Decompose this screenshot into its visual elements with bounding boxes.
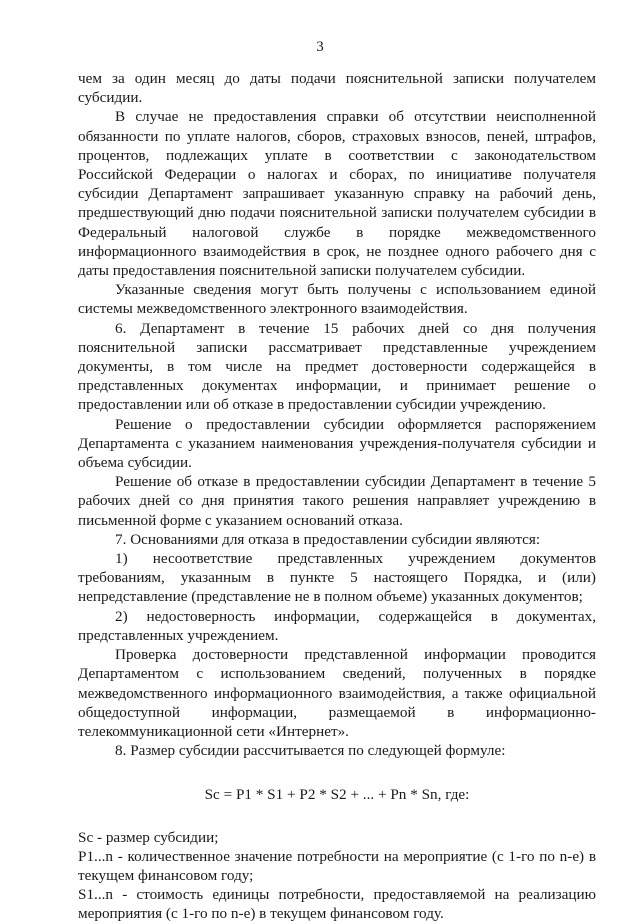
- paragraph: Указанные сведения могут быть получены с использованием единой системы межведомственного электронного взаимодействия.: [78, 281, 596, 318]
- paragraph: 1) несоответствие представленных учреждением документов требованиям, указанным в пункте 5 настоящего Порядка, и (или) непредставление (представление не в полном объеме) указанных документов;: [78, 550, 596, 606]
- paragraph: Решение об отказе в предоставлении субсидии Департамент в течение 5 рабочих дней со дня принятия такого решения направляет учреждению в письменной форме с указанием оснований отказа.: [78, 473, 596, 529]
- definition-item: P1...n - количественное значение потребности на мероприятие (с 1-го по n-е) в текущем финансовом году;: [78, 847, 596, 884]
- paragraph: 8. Размер субсидии рассчитывается по следующей формуле:: [115, 742, 506, 760]
- paragraph: 2) недостоверность информации, содержащейся в документах, представленных учреждением.: [78, 607, 596, 644]
- paragraph: 6. Департамент в течение 15 рабочих дней со дня получения пояснительной записки рассматривает представленные учреждением документы, в том числе на предмет достоверности содержащейся в представленных документах информации, и принимает решение о предоставлении или об отказе в предоставлении субсидии учреждению.: [78, 319, 596, 414]
- formula: Sc = P1 * S1 + P2 * S2 + ... + Pn * Sn, где:: [204, 786, 470, 804]
- definition-item: Sc - размер субсидии;: [78, 828, 219, 846]
- definitions: [78, 828, 596, 924]
- paragraph: 7. Основаниями для отказа в предоставлении субсидии являются:: [115, 530, 541, 548]
- page-number: 3: [316, 39, 324, 55]
- paragraph: чем за один месяц до даты подачи пояснительной записки получателем субсидии.: [78, 70, 596, 107]
- document-body: [78, 69, 596, 924]
- definition-item: S1...n - стоимость единицы потребности, предоставляемой на реализацию мероприятия (с 1-го по n-е) в текущем финансовом году.: [78, 886, 596, 923]
- paragraph: В случае не предоставления справки об отсутствии неисполненной обязанности по уплате налогов, сборов, страховых взносов, пеней, штрафов, процентов, подлежащих уплате в соответствии с законодательством Российской Федерации о налогах и сборах, по инициативе получателя субсидии Департамент запрашивает указанную справку на рабочий день, предшествующий дню подачи пояснительной записки получателем субсидии в Федеральный налоговой службе в порядке межведомственного информационного взаимодействия в срок, не позднее одного рабочего дня с даты предоставления пояснительной записки получателем субсидии.: [78, 108, 596, 280]
- paragraph: Проверка достоверности представленной информации проводится Департаментом с использованием сведений, полученных в порядке межведомственного информационного взаимодействия, а также официальной общедоступной информации, размещаемой в информационно-телекоммуникационной сети «Интернет».: [78, 646, 596, 740]
- paragraph: Решение о предоставлении субсидии оформляется распоряжением Департамента с указанием наименования учреждения-получателя субсидии и объема субсидии.: [78, 415, 596, 472]
